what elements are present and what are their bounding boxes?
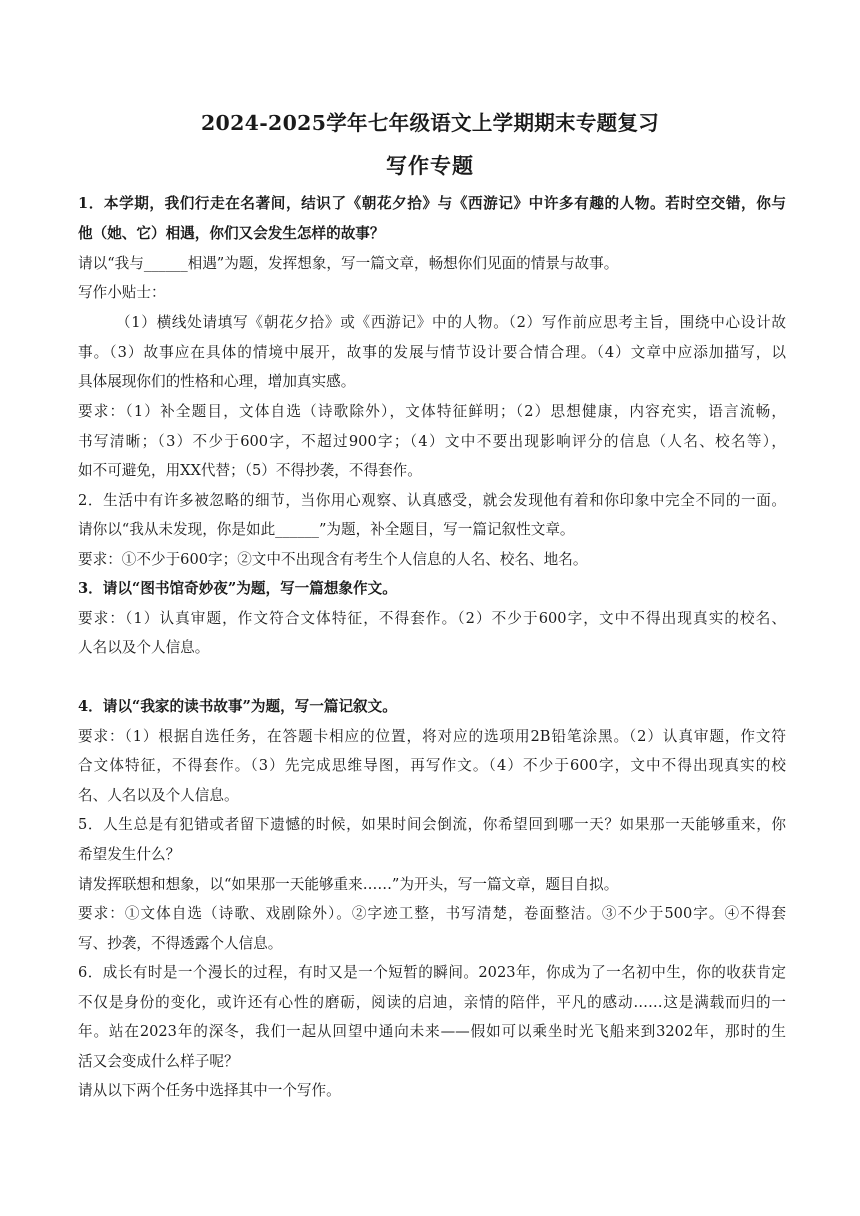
q4-requirements-line-2: 合文体特征，不得套作。（3）先完成思维导图，再写作文。（4）不少于600字，文中不得出现真实的校: [78, 757, 786, 774]
q1-requirements-line-3: 如不可避免，用XX代替；（5）不得抄袭，不得套作。: [78, 462, 422, 479]
q4-prompt: 4．请以“我家的读书故事”为题，写一篇记叙文。: [78, 698, 397, 715]
q1-prompt-line-2: 他（她、它）相遇，你们又会发生怎样的故事？: [78, 225, 385, 242]
q1-requirements-line-1: 要求：（1）补全题目，文体自选（诗歌除外），文体特征鲜明；（2）思想健康，内容充实，语言流畅，: [78, 403, 786, 420]
q6-prompt-line-2: 不仅是身份的变化，或许还有心性的磨砺，阅读的启迪，亲情的陪伴，平凡的感动……这是满载而归的一: [78, 994, 786, 1011]
q2-requirements: 要求：①不少于600字；②文中不出现含有考生个人信息的人名、校名、地名。: [78, 551, 588, 568]
q2-prompt-line-1: 2．生活中有许多被忽略的细节，当你用心观察、认真感受，就会发现他有着和你印象中完全不同的一面。: [78, 492, 786, 509]
q1-prompt-line-1: 1．本学期，我们行走在名著间，结识了《朝花夕拾》与《西游记》中许多有趣的人物。若时空交错，你与: [78, 195, 786, 212]
q2-instruction: 请你以“我从未发现，你是如此______”为题，补全题目，写一篇记叙性文章。: [78, 521, 575, 538]
q6-instruction: 请从以下两个任务中选择其中一个写作。: [78, 1082, 341, 1099]
q1-tips-heading: 写作小贴士：: [78, 284, 166, 301]
q4-requirements-line-3: 名、人名以及个人信息。: [78, 787, 239, 804]
q5-requirements-line-2: 写、抄袭，不得透露个人信息。: [78, 935, 283, 952]
q5-prompt-line-1: 5．人生总是有犯错或者留下遗憾的时候，如果时间会倒流，你希望回到哪一天？如果那一天能够重来，你: [78, 816, 786, 833]
q1-tips-line-3: 具体展现你们的性格和心理，增加真实感。: [78, 373, 356, 390]
q1-requirements-line-2: 书写清晰；（3）不少于600字，不超过900字；（4）文中不要出现影响评分的信息（人名、校名等），: [78, 433, 786, 450]
q5-prompt-line-2: 希望发生什么？: [78, 846, 181, 863]
q3-requirements-line-2: 人名以及个人信息。: [78, 639, 210, 656]
q3-prompt: 3．请以“图书馆奇妙夜”为题，写一篇想象作文。: [78, 580, 397, 597]
q5-requirements-line-1: 要求：①文体自选（诗歌、戏剧除外）。②字迹工整，书写清楚，卷面整洁。③不少于500字。④不得套: [78, 905, 786, 922]
q3-requirements-line-1: 要求：（1）认真审题，作文符合文体特征，不得套作。（2）不少于600字，文中不得出现真实的校名、: [78, 610, 786, 627]
q6-prompt-line-1: 6．成长有时是一个漫长的过程，有时又是一个短暂的瞬间。2023年，你成为了一名初中生，你的收获肯定: [78, 964, 786, 981]
document-title: 2024-2025学年七年级语文上学期期末专题复习: [200, 111, 660, 135]
q4-requirements-line-1: 要求：（1）根据自选任务，在答题卡相应的位置，将对应的选项用2B铅笔涂黑。（2）认真审题，作文符: [78, 728, 786, 745]
q1-tips-line-2: 事。（3）故事应在具体的情境中展开，故事的发展与情节设计要合情合理。（4）文章中应添加描写，以: [78, 344, 786, 361]
document-subtitle: 写作专题: [386, 153, 474, 178]
q1-instruction: 请以“我与______相遇”为题，发挥想象，写一篇文章，畅想你们见面的情景与故事。: [78, 255, 619, 272]
q1-tips-line-1: （1）横线处请填写《朝花夕拾》或《西游记》中的人物。（2）写作前应思考主旨，围绕中心设计故: [116, 314, 786, 331]
q6-prompt-line-4: 活又会变成什么样子呢？: [78, 1053, 239, 1070]
q5-instruction: 请发挥联想和想象，以“如果那一天能够重来……”为开头，写一篇文章，题目自拟。: [78, 876, 619, 893]
q6-prompt-line-3: 年。站在2023年的深冬，我们一起从回望中通向未来——假如可以乘坐时光飞船来到3202年，那时的生: [78, 1023, 786, 1040]
